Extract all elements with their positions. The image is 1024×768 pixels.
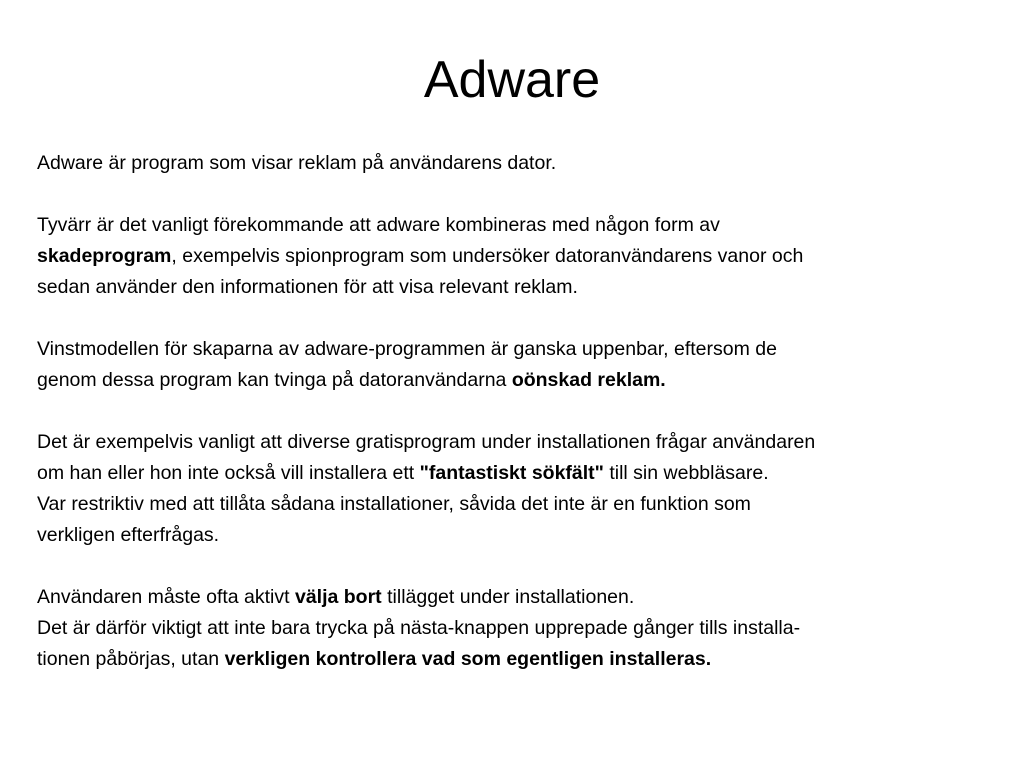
paragraph-malware-line-1: Tyvärr är det vanligt förekommande att adware kombineras med någon form av — [37, 214, 720, 236]
emphasis-verkligen-kontrollera: verkligen kontrollera vad som egentligen installeras. — [224, 648, 712, 670]
emphasis-valja-bort: välja bort — [294, 586, 382, 608]
paragraph-freeware-line-2 — [37, 458, 987, 489]
emphasis-fantastiskt-sokfalt: "fantastiskt sökfält" — [419, 462, 604, 484]
paragraph-opt-out-line-1 — [37, 582, 987, 613]
paragraph-definition — [37, 148, 987, 179]
paragraph-malware — [37, 210, 987, 303]
paragraph-opt-out-line-1-post: tillägget under installationen. — [381, 586, 635, 608]
paragraph-freeware — [37, 427, 987, 551]
paragraph-definition-line-1: Adware är program som visar reklam på användarens dator. — [37, 152, 557, 174]
paragraph-malware-line-2 — [37, 241, 987, 272]
paragraph-freeware-line-3: Var restriktiv med att tillåta sådana installationer, såvida det inte är en funktion som — [37, 493, 751, 515]
paragraph-malware-line-3: sedan använder den informationen för att visa relevant reklam. — [37, 276, 578, 298]
emphasis-skadeprogram: skadeprogram — [37, 245, 172, 267]
paragraph-freeware-line-2-post: till sin webbläsare. — [603, 462, 769, 484]
paragraph-opt-out-line-3 — [37, 644, 987, 675]
slide-body — [37, 148, 987, 706]
paragraph-opt-out — [37, 582, 987, 675]
paragraph-freeware-line-2-pre: om han eller hon inte också vill installera ett — [37, 462, 420, 484]
paragraph-business-model-line-2-pre: genom dessa program kan tvinga på datoranvändarna — [37, 369, 512, 391]
slide-title: Adware — [423, 51, 601, 109]
paragraph-freeware-line-4: verkligen efterfrågas. — [37, 524, 220, 546]
paragraph-opt-out-line-3-pre: tionen påbörjas, utan — [37, 648, 225, 670]
paragraph-business-model-line-1: Vinstmodellen för skaparna av adware-programmen är ganska uppenbar, eftersom de — [37, 338, 777, 360]
paragraph-opt-out-line-1-pre: Användaren måste ofta aktivt — [37, 586, 295, 608]
paragraph-opt-out-line-2: Det är därför viktigt att inte bara trycka på nästa-knappen upprepade gånger tills installa- — [37, 617, 801, 639]
paragraph-business-model — [37, 334, 987, 396]
paragraph-business-model-line-2 — [37, 365, 987, 396]
paragraph-malware-line-2-rest: , exempelvis spionprogram som undersöker datoranvändarens vanor och — [171, 245, 804, 267]
paragraph-freeware-line-1: Det är exempelvis vanligt att diverse gratisprogram under installationen frågar användaren — [37, 431, 816, 453]
emphasis-oonskad-reklam: oönskad reklam. — [511, 369, 666, 391]
